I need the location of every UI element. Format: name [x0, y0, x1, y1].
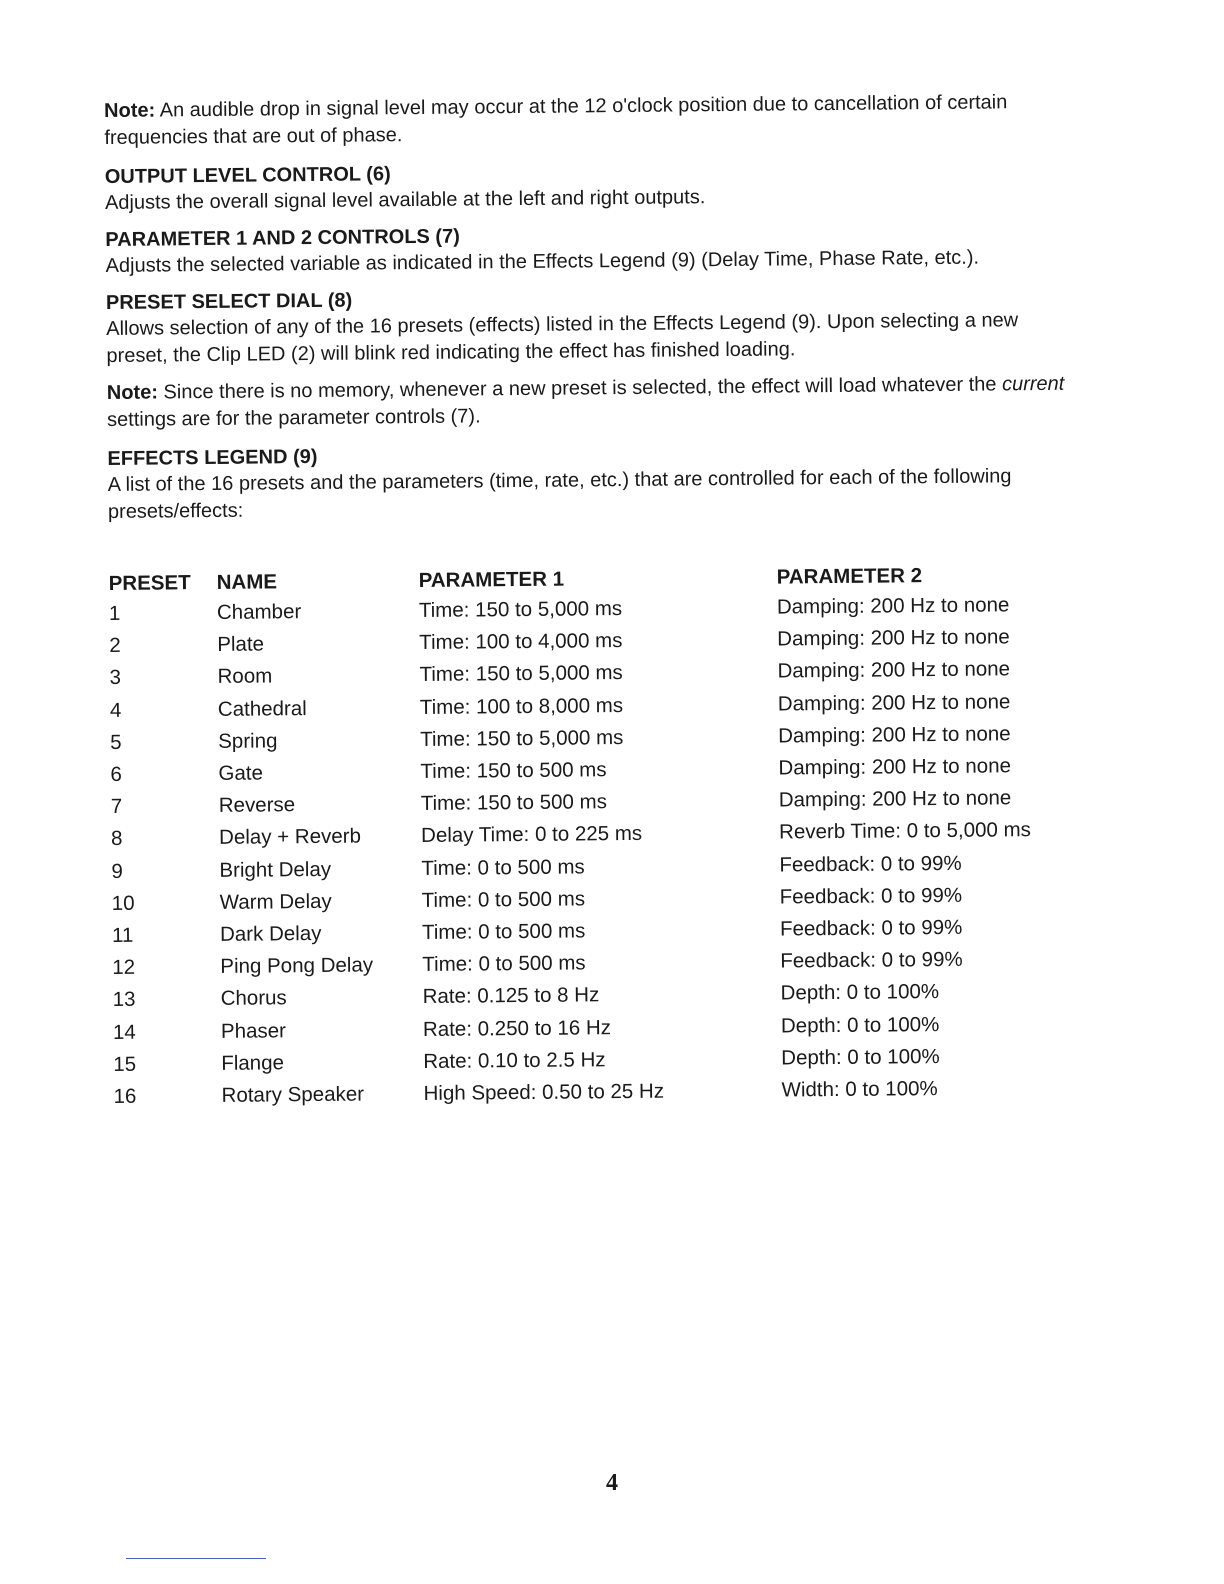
- cell-parameter-1: Delay Time: 0 to 225 ms: [420, 822, 643, 848]
- cell-name: Chamber: [216, 600, 302, 625]
- section-body: Adjusts the overall signal level available at the left and right outputs.: [104, 186, 706, 214]
- note-text-after: settings are for the parameter controls (7).: [106, 405, 481, 431]
- cell-preset: 6: [110, 762, 123, 786]
- cell-parameter-1: Rate: 0.250 to 16 Hz: [422, 1015, 612, 1041]
- cell-parameter-1: Rate: 0.125 to 8 Hz: [422, 983, 600, 1009]
- cell-name: Cathedral: [217, 696, 307, 721]
- cell-parameter-1: Time: 0 to 500 ms: [421, 855, 585, 880]
- note-output-phase: [104, 89, 1064, 152]
- cell-parameter-1: Time: 100 to 8,000 ms: [419, 693, 624, 719]
- page-number: 4: [606, 1470, 618, 1496]
- cell-name: Ping Pong Delay: [220, 953, 374, 979]
- cell-parameter-2: Width: 0 to 100%: [781, 1076, 938, 1102]
- cell-parameter-1: Time: 150 to 5,000 ms: [418, 597, 623, 623]
- cell-parameter-2: Damping: 200 Hz to none: [777, 625, 1010, 651]
- note-text: An audible drop in signal level may occur at the 12 o'clock position due to cancellation of certain frequencies that are out of phase.: [104, 91, 1008, 149]
- cell-preset: 12: [112, 955, 136, 980]
- cell-name: Gate: [218, 761, 264, 785]
- section-heading: OUTPUT LEVEL CONTROL (6): [104, 163, 391, 188]
- cell-name: Bright Delay: [219, 857, 332, 882]
- cell-parameter-2: Damping: 200 Hz to none: [778, 786, 1012, 812]
- note-text-before: Since there is no memory, whenever a new preset is selected, the effect will load whatever the: [157, 373, 1003, 404]
- cell-name: Delay + Reverb: [218, 824, 362, 850]
- cell-parameter-2: Damping: 200 Hz to none: [777, 657, 1011, 684]
- section-heading: EFFECTS LEGEND (9): [107, 445, 318, 470]
- section-preset-select: [106, 281, 1067, 370]
- cell-preset: 16: [113, 1084, 137, 1108]
- cell-parameter-1: Time: 150 to 5,000 ms: [420, 725, 624, 751]
- cell-parameter-2: Depth: 0 to 100%: [781, 1044, 940, 1070]
- cell-preset: 1: [108, 601, 121, 626]
- cell-preset: 14: [112, 1020, 136, 1044]
- cell-name: Spring: [218, 729, 278, 753]
- note-label: Note:: [104, 99, 156, 122]
- cell-name: Rotary Speaker: [221, 1082, 365, 1107]
- cell-parameter-1: High Speed: 0.50 to 25 Hz: [423, 1079, 665, 1105]
- cell-preset: 7: [110, 795, 123, 819]
- header-preset: PRESET: [108, 571, 191, 595]
- cell-parameter-2: Damping: 200 Hz to none: [777, 689, 1011, 716]
- cell-name: Warm Delay: [219, 889, 332, 914]
- table-body: [109, 589, 1072, 1113]
- cell-preset: 10: [111, 891, 135, 915]
- cell-parameter-2: Damping: 200 Hz to none: [778, 754, 1012, 780]
- cell-preset: 3: [109, 666, 122, 690]
- section-heading: PARAMETER 1 AND 2 CONTROLS (7): [105, 225, 460, 251]
- section-body: Adjusts the selected variable as indicated in the Effects Legend (9) (Delay Time, Phase Rate, etc.).: [105, 246, 980, 277]
- cell-parameter-2: Feedback: 0 to 99%: [779, 883, 963, 909]
- cell-parameter-2: Depth: 0 to 100%: [780, 1012, 940, 1038]
- cell-parameter-1: Time: 0 to 500 ms: [422, 951, 586, 977]
- page-content: [104, 89, 1074, 1113]
- header-parameter-1: PARAMETER 1: [418, 567, 565, 593]
- cell-parameter-1: Time: 150 to 500 ms: [420, 758, 607, 784]
- section-parameter-controls: [105, 218, 1065, 280]
- presets-table: [108, 553, 1071, 1113]
- cell-name: Flange: [221, 1051, 285, 1075]
- cell-parameter-1: Time: 0 to 500 ms: [421, 919, 586, 944]
- note-label: Note:: [106, 381, 159, 404]
- cell-parameter-2: Damping: 200 Hz to none: [776, 593, 1010, 619]
- cell-name: Reverse: [218, 793, 296, 818]
- cell-parameter-1: Time: 150 to 500 ms: [420, 790, 607, 816]
- header-name: NAME: [216, 570, 278, 594]
- cell-name: Chorus: [220, 986, 287, 1011]
- cell-parameter-2: Depth: 0 to 100%: [780, 980, 940, 1005]
- section-output-level: [105, 155, 1065, 217]
- cell-preset: 5: [110, 730, 122, 754]
- cell-parameter-2: Feedback: 0 to 99%: [779, 851, 962, 877]
- cell-name: Phaser: [220, 1018, 287, 1043]
- note-memory: [107, 371, 1067, 434]
- section-body: A list of the 16 presets and the parameters (time, rate, etc.) that are controlled for each of the following presets/effects:: [107, 465, 1012, 523]
- cell-name: Plate: [217, 632, 265, 657]
- cell-parameter-1: Time: 0 to 500 ms: [421, 887, 586, 912]
- cell-name: Dark Delay: [219, 921, 322, 946]
- cell-preset: 11: [111, 923, 134, 947]
- section-effects-legend: [107, 437, 1068, 526]
- footer-rule: [126, 1558, 266, 1559]
- cell-name: Room: [217, 664, 273, 689]
- note-emphasis: current: [1001, 372, 1065, 396]
- cell-preset: 9: [111, 859, 123, 883]
- cell-parameter-2: Damping: 200 Hz to none: [778, 722, 1011, 748]
- cell-parameter-2: Reverb Time: 0 to 5,000 ms: [778, 818, 1031, 844]
- section-body: Allows selection of any of the 16 presets (effects) listed in the Effects Legend (9). Upon selecting a new preset, the Clip LED (2) will blink red indicating the effect has finished loading.: [106, 309, 1019, 367]
- cell-preset: 13: [112, 988, 136, 1012]
- cell-preset: 4: [109, 698, 122, 722]
- cell-parameter-1: Time: 100 to 4,000 ms: [419, 629, 623, 655]
- cell-parameter-2: Feedback: 0 to 99%: [779, 915, 963, 941]
- section-heading: PRESET SELECT DIAL (8): [105, 289, 353, 314]
- cell-parameter-1: Rate: 0.10 to 2.5 Hz: [423, 1047, 606, 1073]
- cell-preset: 15: [113, 1052, 137, 1076]
- cell-preset: 2: [109, 634, 121, 658]
- cell-parameter-1: Time: 150 to 5,000 ms: [419, 661, 623, 687]
- cell-preset: 8: [111, 827, 123, 851]
- cell-parameter-2: Feedback: 0 to 99%: [780, 947, 963, 973]
- header-parameter-2: PARAMETER 2: [776, 564, 923, 589]
